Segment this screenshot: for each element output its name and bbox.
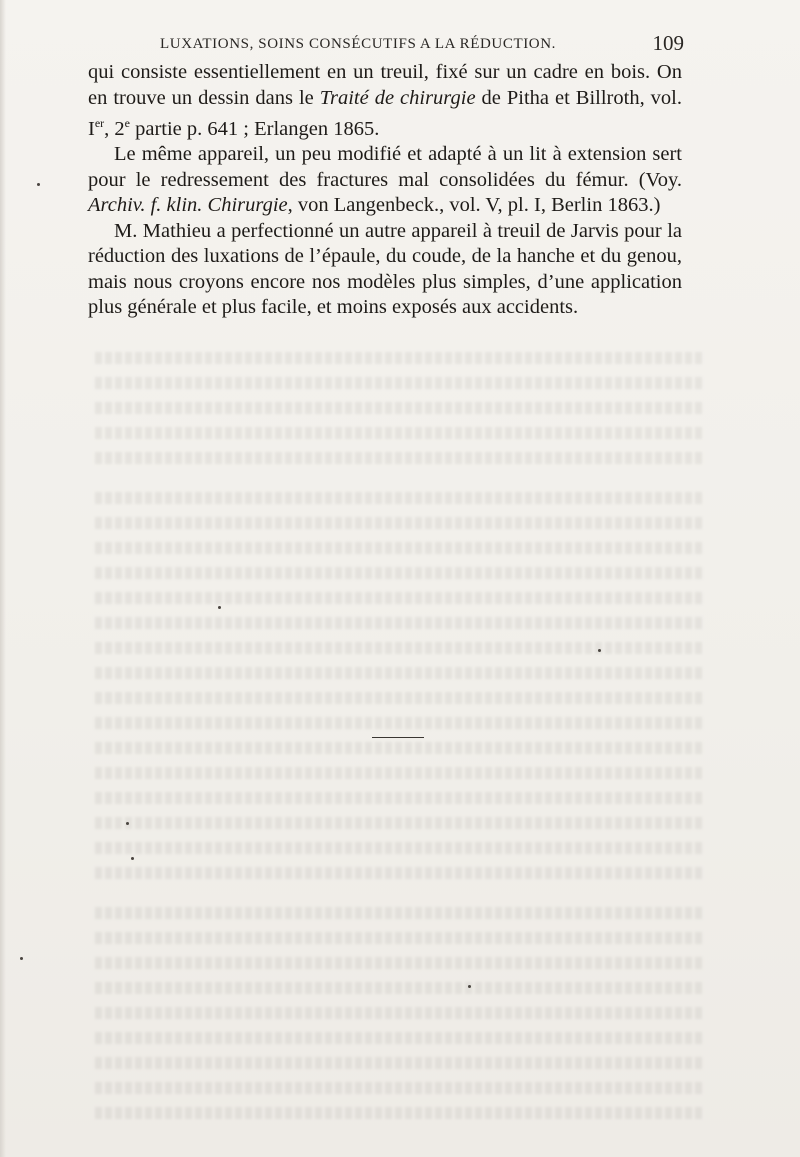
paragraph-mathieu — [88, 219, 682, 321]
show-through-line — [95, 1032, 705, 1044]
show-through-line — [95, 907, 705, 919]
show-through-line — [95, 867, 705, 879]
text-run: qui consiste essentiellement en un treuil, fixé sur un cadre en bois. On en trouve un dessin dans le — [88, 61, 682, 109]
show-through-line — [95, 717, 705, 729]
ink-speck — [218, 606, 221, 609]
ink-speck — [468, 985, 471, 988]
page-number: 109 — [652, 31, 684, 55]
show-through-line — [95, 1107, 705, 1119]
show-through-line — [95, 452, 705, 464]
section-divider — [372, 737, 424, 738]
show-through-line — [95, 692, 705, 704]
show-through-line — [95, 517, 705, 529]
show-through-line — [95, 932, 705, 944]
running-header — [160, 33, 684, 57]
text-run: Le même appareil, un peu modifié et adapté à un lit à extension sert pour le redressement des fractures mal consolidées du fémur. (Voy. — [88, 143, 682, 191]
paragraph-appareil — [88, 142, 682, 219]
show-through-line — [95, 642, 705, 654]
text-run: , von Langenbeck., vol. V, pl. I, Berlin 1863.) — [287, 194, 661, 217]
show-through-line — [95, 1007, 705, 1019]
ink-speck — [131, 857, 134, 860]
page-edge-shadow — [0, 0, 6, 1157]
show-through-line — [95, 842, 705, 854]
ink-speck — [37, 183, 40, 186]
show-through-line — [95, 377, 705, 389]
journal-title-italic: Archiv. f. klin. Chirurgie — [88, 194, 288, 217]
body-text — [88, 60, 682, 321]
text-run: partie p. 641 ; Erlangen 1865. — [129, 117, 380, 140]
ink-speck — [126, 822, 129, 825]
superscript: er — [94, 116, 105, 130]
show-through-line — [95, 1082, 705, 1094]
show-through-line — [95, 792, 705, 804]
text-run: M. Mathieu a perfectionné un autre appareil à treuil de Jarvis pour la réduction des luxations de l’épaule, du coude, de la hanche et du genou, mais nous croyons encore nos modèles plus simples, d’une application plus générale et plus facile, et moins exposés aux accidents. — [88, 219, 682, 319]
book-title-italic: Traité de chirurgie — [319, 86, 476, 109]
show-through-line — [95, 617, 705, 629]
show-through-line — [95, 1057, 705, 1069]
show-through-line — [95, 427, 705, 439]
show-through-line — [95, 567, 705, 579]
show-through-line — [95, 492, 705, 504]
show-through-line — [95, 767, 705, 779]
show-through-line — [95, 817, 705, 829]
show-through-line — [95, 352, 705, 364]
running-title: LUXATIONS, SOINS CONSÉCUTIFS A LA RÉDUCTION. — [160, 36, 557, 52]
show-through-line — [95, 667, 705, 679]
ink-speck — [20, 957, 23, 960]
paragraph-continuation — [88, 60, 682, 142]
show-through-line — [95, 957, 705, 969]
superscript: e — [124, 116, 130, 130]
show-through-line — [95, 982, 705, 994]
ink-speck — [598, 649, 601, 652]
show-through-line — [95, 742, 705, 754]
show-through-line — [95, 402, 705, 414]
text-run: , 2 — [104, 117, 125, 140]
show-through-line — [95, 542, 705, 554]
text-run: de Pitha et Billroth, vol. I — [88, 86, 683, 140]
show-through-line — [95, 592, 705, 604]
